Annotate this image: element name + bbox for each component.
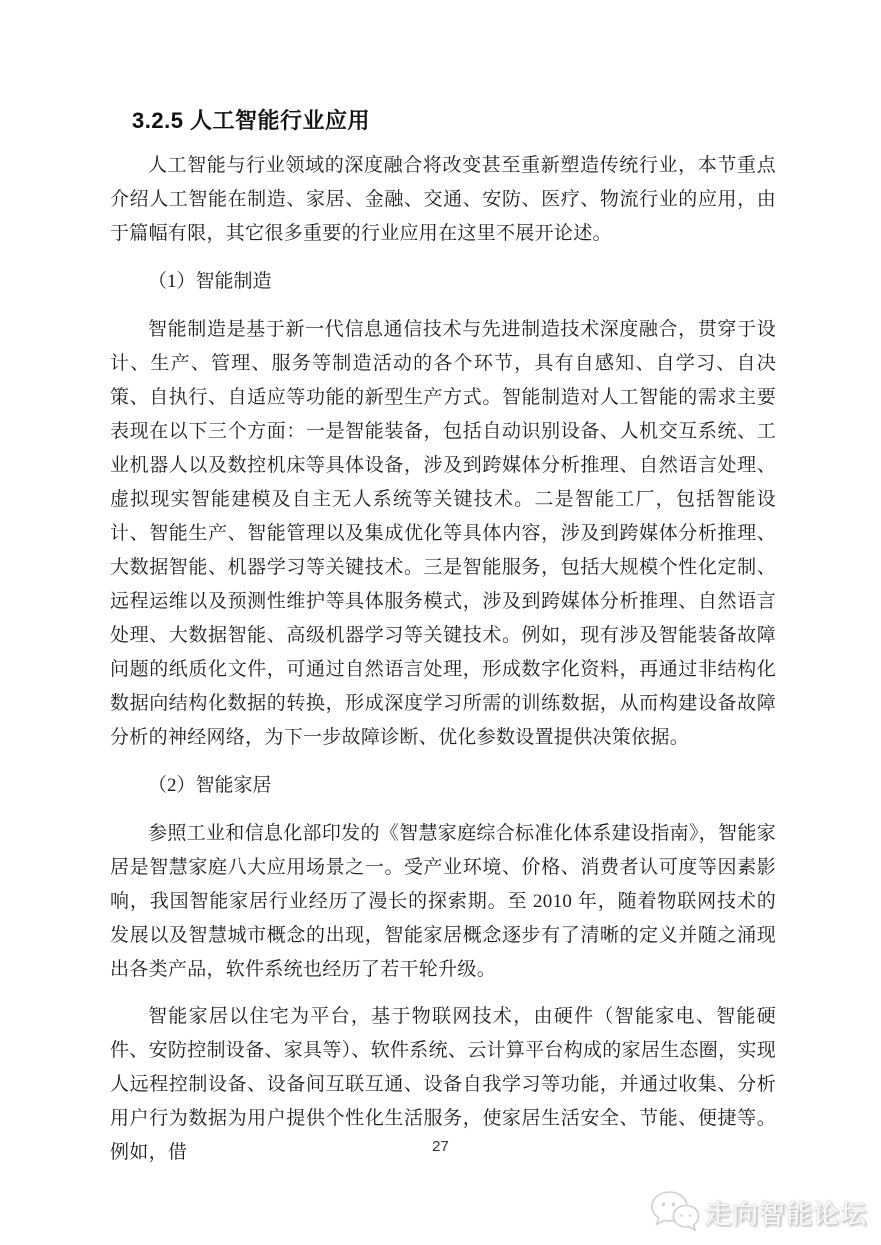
smart-manufacturing-paragraph: 智能制造是基于新一代信息通信技术与先进制造技术深度融合，贯穿于设计、生产、管理、服务等制造活动的各个环节，具有自感知、自学习、自决策、自执行、自适应等功能的新型生产方式。智能制造对人工智能的需求主要表现在以下三个方面：一是智能装备，包括自动识别设备、人机交互系统、工业机器人以及数控机床等具体设备，涉及到跨媒体分析推理、自然语言处理、虚拟现实智能建模及自主无人系统等关键技术。二是智能工厂，包括智能设计、智能生产、智能管理以及集成优化等具体内容，涉及到跨媒体分析推理、大数据智能、机器学习等关键技术。三是智能服务，包括大规模个性化定制、远程运维以及预测性维护等具体服务模式，涉及到跨媒体分析推理、自然语言处理、大数据智能、高级机器学习等关键技术。例如，现有涉及智能装备故障问题的纸质化文件，可通过自然语言处理，形成数字化资料，再通过非结构化数据向结构化数据的转换，形成深度学习所需的训练数据，从而构建设备故障分析的神经网络，为下一步故障诊断、优化参数设置提供决策依据。 bbox=[110, 319, 776, 748]
watermark bbox=[650, 1190, 867, 1234]
subsection-heading-smart-home: （2）智能家居 bbox=[148, 775, 272, 796]
intro-paragraph: 人工智能与行业领域的深度融合将改变甚至重新塑造传统行业，本节重点介绍人工智能在制造、家居、金融、交通、安防、医疗、物流行业的应用，由于篇幅有限，其它很多重要的行业应用在这里不展开论述。 bbox=[110, 155, 776, 244]
document-body bbox=[110, 106, 776, 1183]
watermark-label: 走向智能论坛 bbox=[704, 1198, 867, 1229]
smart-home-background-paragraph: 参照工业和信息化部印发的《智慧家庭综合标准化体系建设指南》，智能家居是智慧家庭八大应用场景之一。受产业环境、价格、消费者认可度等因素影响，我国智能家居行业经历了漫长的探索期。至 2010 年，随着物联网技术的发展以及智慧城市概念的出现，智能家居概念逐步有了清晰的定义并随之涌现出各类产品，软件系统也经历了若干轮升级。 bbox=[110, 823, 776, 980]
section-heading: 3.2.5 人工智能行业应用 bbox=[132, 108, 371, 133]
chat-bubbles-icon bbox=[650, 1190, 700, 1234]
page-number: 27 bbox=[432, 1138, 449, 1155]
subsection-heading-smart-manufacturing: （1）智能制造 bbox=[148, 271, 272, 292]
smart-home-platform-paragraph: 智能家居以住宅为平台，基于物联网技术，由硬件（智能家电、智能硬件、安防控制设备、家具等）、软件系统、云计算平台构成的家居生态圈，实现人远程控制设备、设备间互联互通、设备自我学习等功能，并通过收集、分析用户行为数据为用户提供个性化生活服务，使家居生活安全、节能、便捷等。例如，借 bbox=[110, 1006, 777, 1163]
